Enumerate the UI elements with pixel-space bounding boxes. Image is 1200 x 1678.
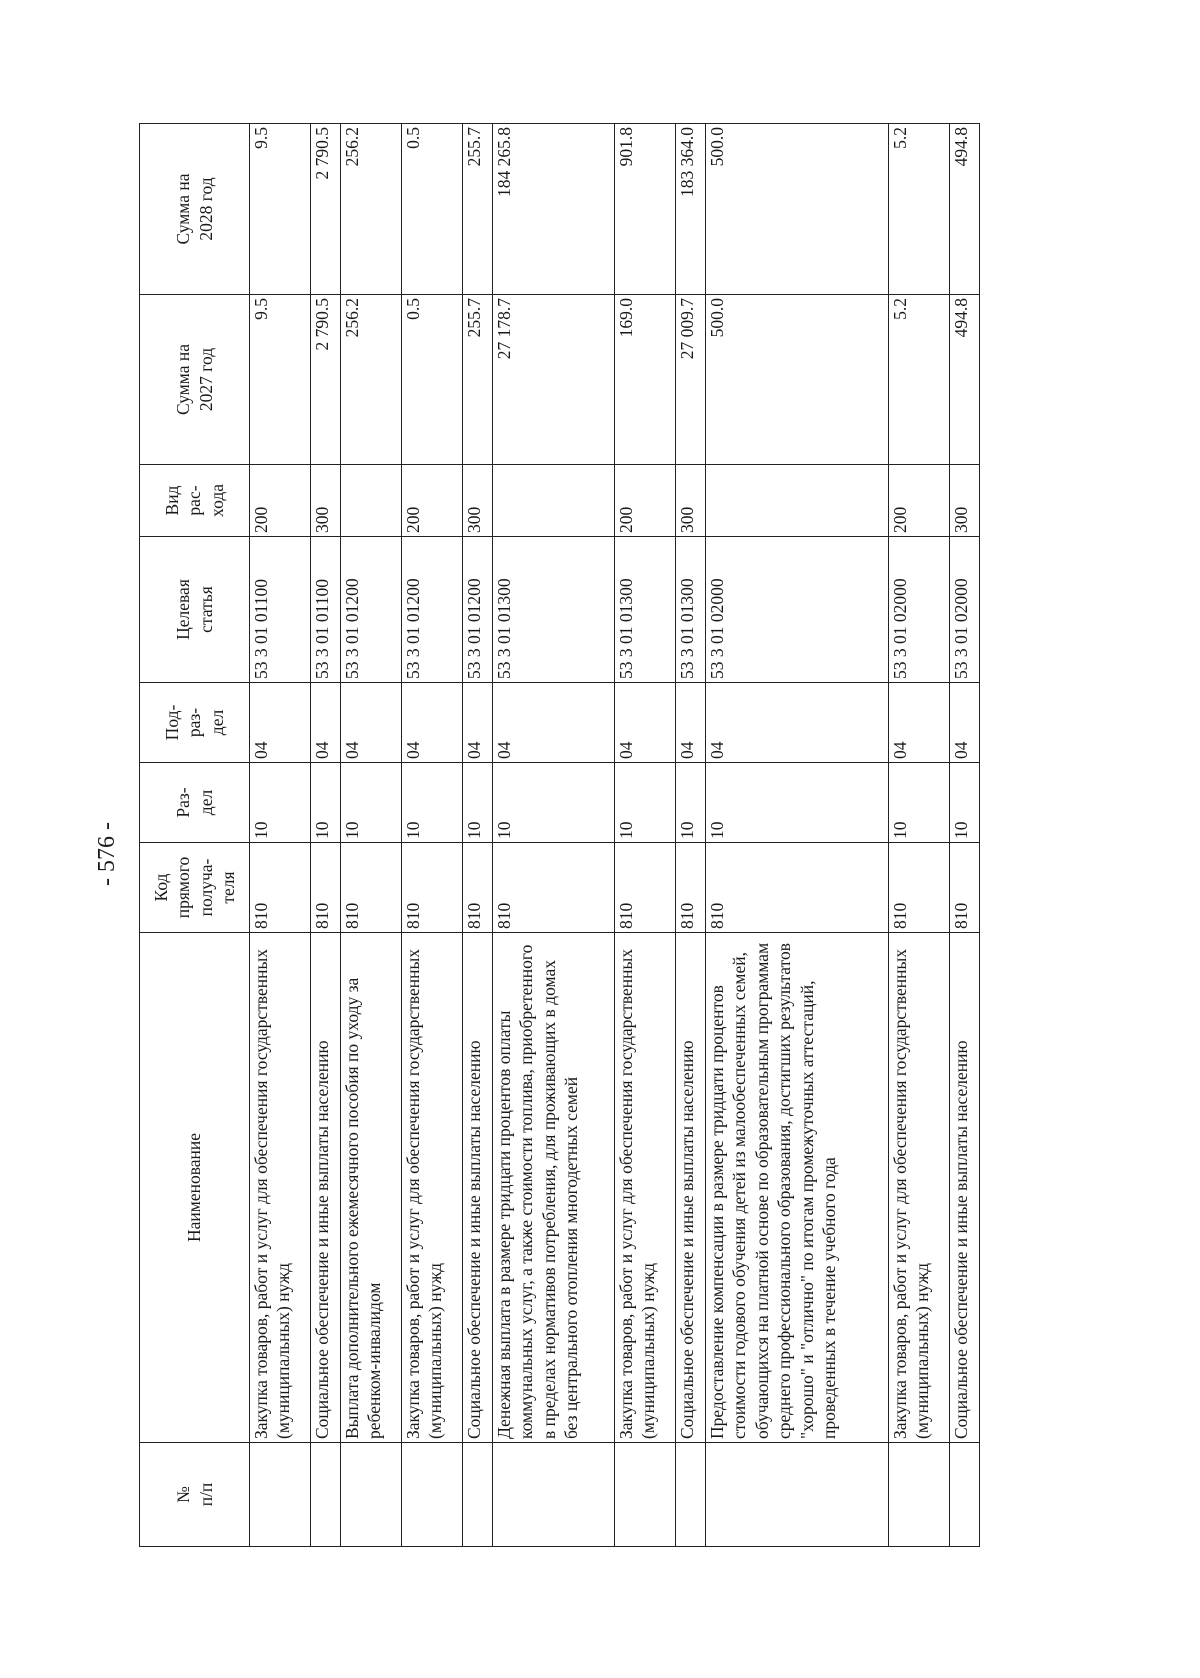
cell-name: Закупка товаров, работ и услуг для обеспечения государственных (муниципальных) нужд [250, 933, 311, 1443]
col-header-section [140, 763, 250, 843]
col-header-name [140, 933, 250, 1443]
cell-name: Социальное обеспечение и иные выплаты населению [311, 933, 341, 1443]
cell-target: 53 3 01 01100 [311, 537, 341, 683]
table-row [889, 124, 950, 1547]
col-header-recipient-line: теля [217, 871, 238, 904]
col-header-sum-2028-line: 2028 год [195, 177, 216, 241]
cell-target: 53 3 01 01300 [676, 537, 706, 683]
table-row [950, 124, 980, 1547]
cell-subsection: 04 [311, 683, 341, 763]
cell-sum-2027: 0.5 [402, 295, 463, 465]
cell-subsection: 04 [706, 683, 889, 763]
cell-no [889, 1443, 950, 1547]
cell-subsection: 04 [615, 683, 676, 763]
cell-no [341, 1443, 402, 1547]
cell-target: 53 3 01 01300 [493, 537, 615, 683]
cell-name: Закупка товаров, работ и услуг для обеспечения государственных (муниципальных) нужд [889, 933, 950, 1443]
cell-sum-2028: 255.7 [463, 124, 493, 295]
cell-recipient: 810 [889, 843, 950, 933]
col-header-recipient-line: Код [150, 873, 171, 902]
cell-recipient: 810 [250, 843, 311, 933]
cell-name: Предоставление компенсации в размере тридцати процентов стоимости годового обучения детей из малообеспеченных семей, обучающихся на платной основе по образовательным программам среднего профессионального образования, достигших результатов "хорошо" и "отлично" по итогам промежуточных аттестаций, проведенных в течение учебного года [706, 933, 889, 1443]
cell-no [676, 1443, 706, 1547]
cell-name: Закупка товаров, работ и услуг для обеспечения государственных (муниципальных) нужд [402, 933, 463, 1443]
cell-sum-2028: 9.5 [250, 124, 311, 295]
col-header-expense-type [140, 465, 250, 537]
cell-section: 10 [889, 763, 950, 843]
cell-target: 53 3 01 01200 [402, 537, 463, 683]
cell-name: Социальное обеспечение и иные выплаты населению [463, 933, 493, 1443]
cell-section: 10 [706, 763, 889, 843]
col-header-sum-2028-line: Сумма на [173, 173, 194, 245]
col-header-recipient-line: получа- [195, 858, 216, 917]
cell-recipient: 810 [311, 843, 341, 933]
cell-section: 10 [463, 763, 493, 843]
cell-target: 53 3 01 01200 [341, 537, 402, 683]
cell-no [402, 1443, 463, 1547]
cell-expense-type: 200 [250, 465, 311, 537]
cell-sum-2027: 256.2 [341, 295, 402, 465]
cell-name: Закупка товаров, работ и услуг для обеспечения государственных (муниципальных) нужд [615, 933, 676, 1443]
col-header-expense-type-line: рас- [184, 485, 205, 516]
cell-recipient: 810 [615, 843, 676, 933]
cell-no [311, 1443, 341, 1547]
table-row [493, 124, 615, 1547]
cell-no [493, 1443, 615, 1547]
cell-no [250, 1443, 311, 1547]
col-header-subsection-line: Под- [161, 704, 182, 741]
cell-section: 10 [676, 763, 706, 843]
cell-expense-type [706, 465, 889, 537]
cell-expense-type [493, 465, 615, 537]
cell-sum-2028: 494.8 [950, 124, 980, 295]
cell-sum-2027: 5.2 [889, 295, 950, 465]
table-row [676, 124, 706, 1547]
table-row [463, 124, 493, 1547]
cell-sum-2028: 0.5 [402, 124, 463, 295]
col-header-sum-2027 [140, 295, 250, 465]
table-row [341, 124, 402, 1547]
table-row [615, 124, 676, 1547]
cell-target: 53 3 01 02000 [950, 537, 980, 683]
col-header-no-line: п/п [195, 1482, 216, 1507]
cell-sum-2027: 500.0 [706, 295, 889, 465]
col-header-sum-2027-line: 2027 год [195, 347, 216, 412]
col-header-recipient-line: прямого [173, 856, 194, 919]
col-header-no [140, 1443, 250, 1547]
col-header-section-line: Раз- [173, 787, 194, 818]
cell-sum-2028: 2 790.5 [311, 124, 341, 295]
cell-no [615, 1443, 676, 1547]
cell-recipient: 810 [402, 843, 463, 933]
cell-sum-2027: 27 009.7 [676, 295, 706, 465]
col-header-section-line: дел [195, 789, 216, 816]
col-header-target [140, 537, 250, 683]
cell-subsection: 04 [463, 683, 493, 763]
cell-recipient: 810 [950, 843, 980, 933]
cell-name: Социальное обеспечение и иные выплаты населению [950, 933, 980, 1443]
col-header-target-line: статья [195, 586, 216, 633]
cell-sum-2027: 255.7 [463, 295, 493, 465]
cell-section: 10 [402, 763, 463, 843]
cell-section: 10 [493, 763, 615, 843]
cell-no [706, 1443, 889, 1547]
cell-sum-2027: 494.8 [950, 295, 980, 465]
cell-sum-2027: 9.5 [250, 295, 311, 465]
col-header-subsection [140, 683, 250, 763]
cell-sum-2028: 183 364.0 [676, 124, 706, 295]
cell-section: 10 [615, 763, 676, 843]
col-header-expense-type-line: хода [206, 484, 227, 518]
cell-subsection: 04 [250, 683, 311, 763]
col-header-no-line: № [173, 1486, 194, 1503]
cell-expense-type: 200 [615, 465, 676, 537]
cell-target: 53 3 01 02000 [889, 537, 950, 683]
col-header-name-line: Наименование [184, 1132, 205, 1243]
table-row [402, 124, 463, 1547]
col-header-sum-2027-line: Сумма на [173, 343, 194, 416]
cell-sum-2028: 500.0 [706, 124, 889, 295]
cell-sum-2027: 27 178.7 [493, 295, 615, 465]
header-row [140, 124, 250, 1547]
cell-section: 10 [250, 763, 311, 843]
cell-sum-2027: 2 790.5 [311, 295, 341, 465]
col-header-target-line: Целевая [173, 579, 194, 640]
col-header-subsection-line: дел [206, 709, 227, 736]
cell-target: 53 3 01 01200 [463, 537, 493, 683]
col-header-expense-type-line: Вид [161, 485, 182, 516]
cell-target: 53 3 01 01300 [615, 537, 676, 683]
cell-section: 10 [341, 763, 402, 843]
page-number: - 576 - [94, 822, 120, 886]
cell-expense-type: 300 [311, 465, 341, 537]
cell-subsection: 04 [341, 683, 402, 763]
col-header-sum-2028 [140, 124, 250, 295]
cell-sum-2028: 256.2 [341, 124, 402, 295]
table-row [311, 124, 341, 1547]
cell-sum-2027: 169.0 [615, 295, 676, 465]
cell-no [463, 1443, 493, 1547]
cell-subsection: 04 [402, 683, 463, 763]
cell-recipient: 810 [493, 843, 615, 933]
cell-expense-type: 300 [676, 465, 706, 537]
cell-recipient: 810 [463, 843, 493, 933]
budget-table-container [139, 124, 971, 1547]
cell-recipient: 810 [706, 843, 889, 933]
cell-subsection: 04 [676, 683, 706, 763]
table-row [250, 124, 311, 1547]
cell-section: 10 [950, 763, 980, 843]
cell-sum-2028: 184 265.8 [493, 124, 615, 295]
cell-subsection: 04 [889, 683, 950, 763]
cell-expense-type [341, 465, 402, 537]
col-header-recipient [140, 843, 250, 933]
cell-expense-type: 200 [402, 465, 463, 537]
cell-recipient: 810 [676, 843, 706, 933]
cell-expense-type: 200 [889, 465, 950, 537]
cell-name: Денежная выплата в размере тридцати процентов оплаты коммунальных услуг, а также стоимости топлива, приобретенного в пределах нормативов потребления, для проживающих в домах без центрального отопления многодетных семей [493, 933, 615, 1443]
cell-sum-2028: 901.8 [615, 124, 676, 295]
cell-section: 10 [311, 763, 341, 843]
cell-subsection: 04 [493, 683, 615, 763]
col-header-subsection-line: раз- [184, 707, 205, 738]
cell-name: Социальное обеспечение и иные выплаты населению [676, 933, 706, 1443]
cell-name: Выплата дополнительного ежемесячного пособия по уходу за ребенком-инвалидом [341, 933, 402, 1443]
table-row [706, 124, 889, 1547]
cell-target: 53 3 01 01100 [250, 537, 311, 683]
cell-no [950, 1443, 980, 1547]
cell-subsection: 04 [950, 683, 980, 763]
cell-expense-type: 300 [950, 465, 980, 537]
budget-table [139, 123, 980, 1547]
cell-target: 53 3 01 02000 [706, 537, 889, 683]
cell-sum-2028: 5.2 [889, 124, 950, 295]
cell-expense-type: 300 [463, 465, 493, 537]
cell-recipient: 810 [341, 843, 402, 933]
